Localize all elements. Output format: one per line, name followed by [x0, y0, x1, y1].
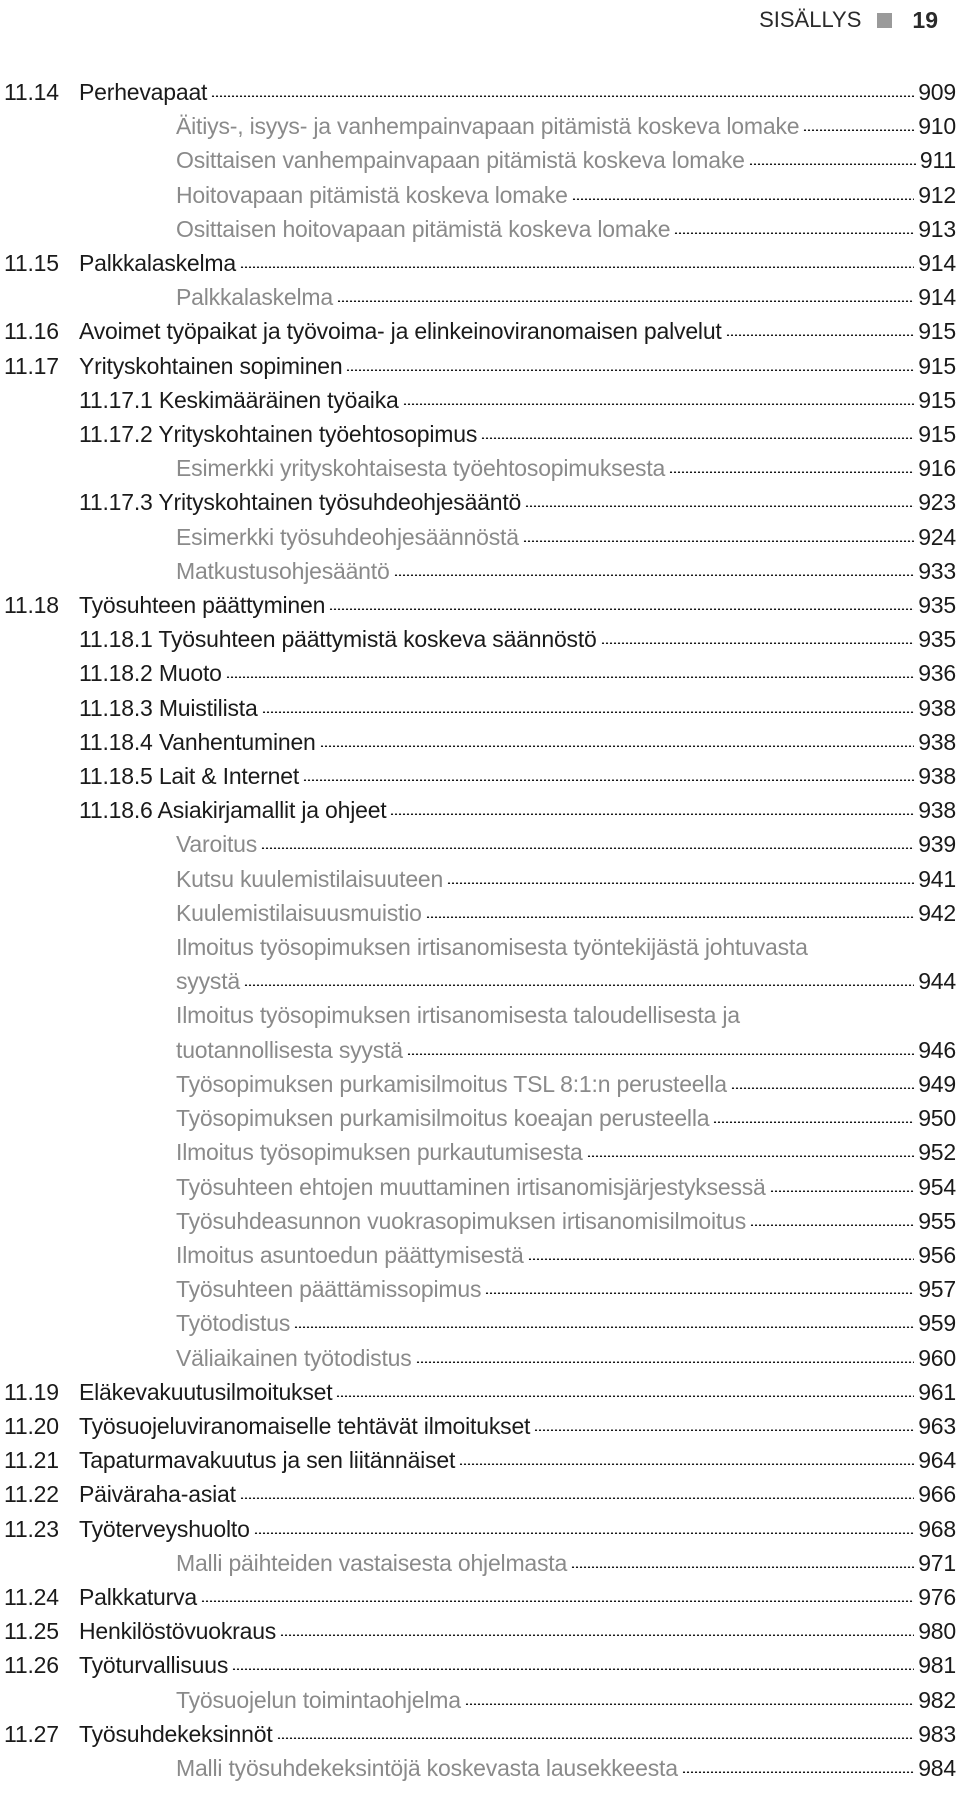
entry-page-number: 954	[918, 1173, 956, 1200]
entry-title: Yrityskohtainen sopiminen	[79, 352, 343, 379]
entry-title: 11.18.4 Vanhentuminen	[79, 728, 316, 755]
entry-title: Palkkalaskelma	[79, 250, 236, 277]
toc-entry[interactable]	[0, 1477, 960, 1511]
dot-leader	[601, 642, 915, 644]
entry-title: Työsuhdeasunnon vuokrasopimuksen irtisanomisilmoitus	[176, 1207, 747, 1234]
dot-leader	[346, 369, 914, 371]
section-number: 11.15	[4, 250, 59, 277]
dot-leader	[770, 1190, 915, 1192]
entry-title: Malli päihteiden vastaisesta ohjelmasta	[176, 1549, 568, 1576]
toc-entry[interactable]	[0, 725, 960, 759]
toc-entry[interactable]	[0, 1751, 960, 1785]
entry-page-number: 938	[918, 728, 956, 755]
toc-entry[interactable]	[0, 896, 960, 930]
entry-title: Äitiys-, isyys- ja vanhempainvapaan pitämistä koskeva lomake	[176, 113, 800, 140]
toc-entry[interactable]	[0, 554, 960, 588]
toc-entry[interactable]	[0, 143, 960, 177]
dot-leader	[587, 1155, 915, 1157]
entry-title: Henkilöstövuokraus	[79, 1618, 277, 1645]
toc-entry[interactable]	[0, 1409, 960, 1443]
toc-entry[interactable]	[0, 691, 960, 725]
entry-title: syystä	[176, 968, 240, 995]
dot-leader	[416, 1361, 915, 1363]
toc-entry[interactable]	[0, 485, 960, 519]
toc-entry[interactable]	[0, 588, 960, 622]
dot-leader	[329, 608, 914, 610]
dot-leader	[459, 1463, 914, 1465]
toc-entry[interactable]	[0, 1341, 960, 1375]
dot-leader	[277, 1737, 915, 1739]
entry-page-number: 915	[918, 318, 956, 345]
square-bullet-icon	[877, 13, 892, 28]
entry-page-number: 980	[918, 1618, 956, 1645]
entry-page-number: 966	[918, 1481, 956, 1508]
entry-title: Eläkevakuutusilmoitukset	[79, 1378, 333, 1405]
entry-title: Työterveyshuolto	[79, 1515, 250, 1542]
toc-entry[interactable]	[0, 1648, 960, 1682]
dot-leader	[485, 1292, 914, 1294]
toc-entry[interactable]	[0, 1272, 960, 1306]
toc-entry[interactable]	[0, 417, 960, 451]
toc-entry[interactable]	[0, 1683, 960, 1717]
entry-page-number: 946	[918, 1036, 956, 1063]
dot-leader	[201, 1600, 914, 1602]
entry-title: Esimerkki yrityskohtaisesta työehtosopimuksesta	[176, 455, 666, 482]
toc-entry[interactable]	[0, 280, 960, 314]
dot-leader	[390, 813, 914, 815]
entry-page-number: 976	[918, 1583, 956, 1610]
entry-title: Ilmoitus asuntoedun päättymisestä	[176, 1241, 524, 1268]
toc-entry[interactable]	[0, 1614, 960, 1648]
dot-leader	[674, 232, 914, 234]
dot-leader	[407, 1053, 914, 1055]
entry-page-number: 942	[918, 899, 956, 926]
toc-entry[interactable]	[0, 383, 960, 417]
entry-title: Osittaisen hoitovapaan pitämistä koskeva lomake	[176, 215, 671, 242]
entry-title: Työsuhdekeksinnöt	[79, 1720, 273, 1747]
dot-leader	[669, 471, 914, 473]
entry-title: Malli työsuhdekeksintöjä koskevasta lausekkeesta	[176, 1754, 678, 1781]
table-of-contents	[0, 75, 960, 1785]
entry-title: Tapaturmavakuutus ja sen liitännäiset	[79, 1447, 456, 1474]
entry-page-number: 914	[918, 284, 956, 311]
entry-page-number: 982	[918, 1686, 956, 1713]
dot-leader	[336, 1395, 914, 1397]
entry-page-number: 911	[919, 147, 956, 174]
section-number: 11.27	[4, 1720, 59, 1747]
dot-leader	[254, 1532, 915, 1534]
toc-entry[interactable]	[0, 793, 960, 827]
entry-title: Työsopimuksen purkamisilmoitus TSL 8:1:n perusteella	[176, 1070, 727, 1097]
entry-title-first-line: Ilmoitus työsopimuksen irtisanomisesta taloudellisesta ja	[176, 1002, 740, 1029]
toc-entry[interactable]	[0, 759, 960, 793]
toc-entry[interactable]	[0, 178, 960, 212]
entry-page-number: 984	[918, 1754, 956, 1781]
entry-title: Työsuhteen päättämissopimus	[176, 1276, 482, 1303]
entry-page-number: 950	[918, 1105, 956, 1132]
toc-entry[interactable]	[0, 1580, 960, 1614]
entry-page-number: 968	[918, 1515, 956, 1542]
entry-page-number: 933	[918, 557, 956, 584]
toc-entry[interactable]	[0, 1443, 960, 1477]
toc-entry[interactable]	[0, 314, 960, 348]
section-number: 11.17	[4, 352, 59, 379]
entry-title: Väliaikainen työtodistus	[176, 1344, 412, 1371]
entry-page-number: 949	[918, 1070, 956, 1097]
entry-page-number: 935	[918, 626, 956, 653]
section-number: 11.19	[4, 1378, 59, 1405]
section-number: 11.14	[4, 79, 59, 105]
entry-title: Kutsu kuulemistilaisuuteen	[176, 865, 444, 892]
entry-page-number: 957	[918, 1276, 956, 1303]
entry-title: Hoitovapaan pitämistä koskeva lomake	[176, 181, 568, 208]
dot-leader	[731, 1087, 914, 1089]
entry-title: Työtodistus	[176, 1310, 291, 1337]
entry-title: 11.17.2 Yrityskohtainen työehtosopimus	[79, 421, 478, 448]
entry-title-first-line: Ilmoitus työsopimuksen irtisanomisesta työntekijästä johtuvasta	[176, 934, 808, 961]
entry-title: Työsuhteen päättyminen	[79, 592, 326, 619]
dot-leader	[403, 403, 915, 405]
toc-entry[interactable]	[0, 75, 960, 109]
section-number: 11.26	[4, 1652, 59, 1679]
dot-leader	[571, 1566, 914, 1568]
entry-page-number: 952	[918, 1139, 956, 1166]
entry-page-number: 915	[918, 421, 956, 448]
entry-page-number: 971	[918, 1549, 956, 1576]
entry-title: 11.17.1 Keskimääräinen työaika	[79, 386, 399, 413]
toc-entry[interactable]	[0, 212, 960, 246]
dot-leader	[525, 505, 914, 507]
dot-leader	[211, 95, 914, 97]
section-number: 11.24	[4, 1583, 59, 1610]
entry-title: Työsuojeluviranomaiselle tehtävät ilmoitukset	[79, 1412, 531, 1439]
entry-title: 11.18.3 Muistilista	[79, 694, 258, 721]
entry-title: Palkkalaskelma	[176, 284, 333, 311]
entry-page-number: 963	[918, 1412, 956, 1439]
toc-entry[interactable]	[0, 1238, 960, 1272]
dot-leader	[240, 1497, 914, 1499]
entry-page-number: 960	[918, 1344, 956, 1371]
dot-leader	[240, 266, 914, 268]
dot-leader	[465, 1703, 914, 1705]
section-number: 11.25	[4, 1618, 59, 1645]
toc-entry[interactable]	[0, 1101, 960, 1135]
running-header	[759, 4, 938, 36]
dot-leader	[803, 129, 914, 131]
entry-title: 11.17.3 Yrityskohtainen työsuhdeohjesääntö	[79, 489, 522, 516]
section-number: 11.20	[4, 1412, 59, 1439]
entry-page-number: 916	[918, 455, 956, 482]
entry-title: tuotannollisesta syystä	[176, 1036, 403, 1063]
toc-entry[interactable]	[0, 1135, 960, 1169]
entry-page-number: 915	[918, 352, 956, 379]
entry-page-number: 961	[918, 1378, 956, 1405]
dot-leader	[226, 676, 914, 678]
entry-page-number: 959	[918, 1310, 956, 1337]
toc-entry[interactable]	[0, 1375, 960, 1409]
toc-entry[interactable]	[0, 930, 960, 998]
entry-page-number: 923	[918, 489, 956, 516]
toc-entry[interactable]	[0, 246, 960, 280]
entry-page-number: 909	[918, 79, 956, 105]
section-number: 11.18	[4, 592, 59, 619]
entry-title: Ilmoitus työsopimuksen purkautumisesta	[176, 1139, 583, 1166]
dot-leader	[447, 882, 914, 884]
entry-page-number: 956	[918, 1241, 956, 1268]
dot-leader	[261, 847, 914, 849]
dot-leader	[534, 1429, 914, 1431]
entry-title: 11.18.6 Asiakirjamallit ja ohjeet	[79, 797, 387, 824]
entry-title: 11.18.2 Muoto	[79, 660, 222, 687]
dot-leader	[280, 1634, 914, 1636]
toc-entry[interactable]	[0, 451, 960, 485]
entry-page-number: 944	[918, 968, 956, 995]
entry-title: Varoitus	[176, 831, 258, 858]
section-number: 11.21	[4, 1447, 59, 1474]
section-title: SISÄLLYS	[759, 7, 862, 32]
entry-page-number: 964	[918, 1447, 956, 1474]
toc-entry[interactable]	[0, 349, 960, 383]
toc-entry[interactable]	[0, 1546, 960, 1580]
dot-leader	[320, 745, 915, 747]
entry-page-number: 939	[918, 831, 956, 858]
entry-title: Perhevapaat	[79, 79, 208, 105]
toc-entry[interactable]	[0, 1170, 960, 1204]
entry-page-number: 935	[918, 592, 956, 619]
dot-leader	[682, 1771, 914, 1773]
dot-leader	[337, 300, 914, 302]
toc-entry[interactable]	[0, 622, 960, 656]
toc-entry[interactable]	[0, 998, 960, 1066]
dot-leader	[713, 1121, 914, 1123]
entry-page-number: 938	[918, 763, 956, 790]
dot-leader	[303, 779, 914, 781]
entry-page-number: 938	[918, 694, 956, 721]
dot-leader	[572, 198, 915, 200]
entry-page-number: 955	[918, 1207, 956, 1234]
page-number: 19	[912, 6, 938, 33]
toc-entry[interactable]	[0, 520, 960, 554]
dot-leader	[294, 1326, 914, 1328]
toc-entry[interactable]	[0, 1067, 960, 1101]
dot-leader	[726, 334, 915, 336]
entry-title: Esimerkki työsuhdeohjesäännöstä	[176, 523, 519, 550]
entry-page-number: 924	[918, 523, 956, 550]
toc-entry[interactable]	[0, 656, 960, 690]
entry-page-number: 910	[918, 113, 956, 140]
toc-entry[interactable]	[0, 1204, 960, 1238]
entry-page-number: 938	[918, 797, 956, 824]
entry-page-number: 912	[918, 181, 956, 208]
dot-leader	[750, 1224, 914, 1226]
toc-entry[interactable]	[0, 1512, 960, 1546]
entry-title: Päiväraha-asiat	[79, 1481, 236, 1508]
dot-leader	[528, 1258, 915, 1260]
entry-title: 11.18.1 Työsuhteen päättymistä koskeva säännöstö	[79, 626, 597, 653]
entry-title: Työsuojelun toimintaohjelma	[176, 1686, 461, 1713]
entry-page-number: 913	[918, 215, 956, 242]
dot-leader	[244, 984, 914, 986]
toc-entry[interactable]	[0, 1717, 960, 1751]
section-number: 11.16	[4, 318, 59, 345]
toc-entry[interactable]	[0, 1306, 960, 1340]
dot-leader	[262, 711, 915, 713]
dot-leader	[481, 437, 914, 439]
entry-title: Työsuhteen ehtojen muuttaminen irtisanomisjärjestyksessä	[176, 1173, 766, 1200]
entry-page-number: 914	[918, 250, 956, 277]
entry-title: Avoimet työpaikat ja työvoima- ja elinkeinoviranomaisen palvelut	[79, 318, 722, 345]
entry-page-number: 941	[918, 865, 956, 892]
entry-page-number: 983	[918, 1720, 956, 1747]
dot-leader	[523, 540, 914, 542]
dot-leader	[232, 1668, 914, 1670]
entry-page-number: 936	[918, 660, 956, 687]
entry-page-number: 981	[918, 1652, 956, 1679]
entry-title: Kuulemistilaisuusmuistio	[176, 899, 422, 926]
section-number: 11.22	[4, 1481, 59, 1508]
toc-entry[interactable]	[0, 862, 960, 896]
toc-entry[interactable]	[0, 109, 960, 143]
entry-title: Osittaisen vanhempainvapaan pitämistä koskeva lomake	[176, 147, 745, 174]
toc-entry[interactable]	[0, 827, 960, 861]
dot-leader	[394, 574, 915, 576]
entry-title: 11.18.5 Lait & Internet	[79, 763, 300, 790]
entry-title: Työturvallisuus	[79, 1652, 229, 1679]
dot-leader	[426, 916, 914, 918]
entry-title: Matkustusohjesääntö	[176, 557, 390, 584]
section-number: 11.23	[4, 1515, 59, 1542]
dot-leader	[749, 163, 916, 165]
entry-title: Työsopimuksen purkamisilmoitus koeajan perusteella	[176, 1105, 710, 1132]
entry-title: Palkkaturva	[79, 1583, 197, 1610]
entry-page-number: 915	[918, 386, 956, 413]
